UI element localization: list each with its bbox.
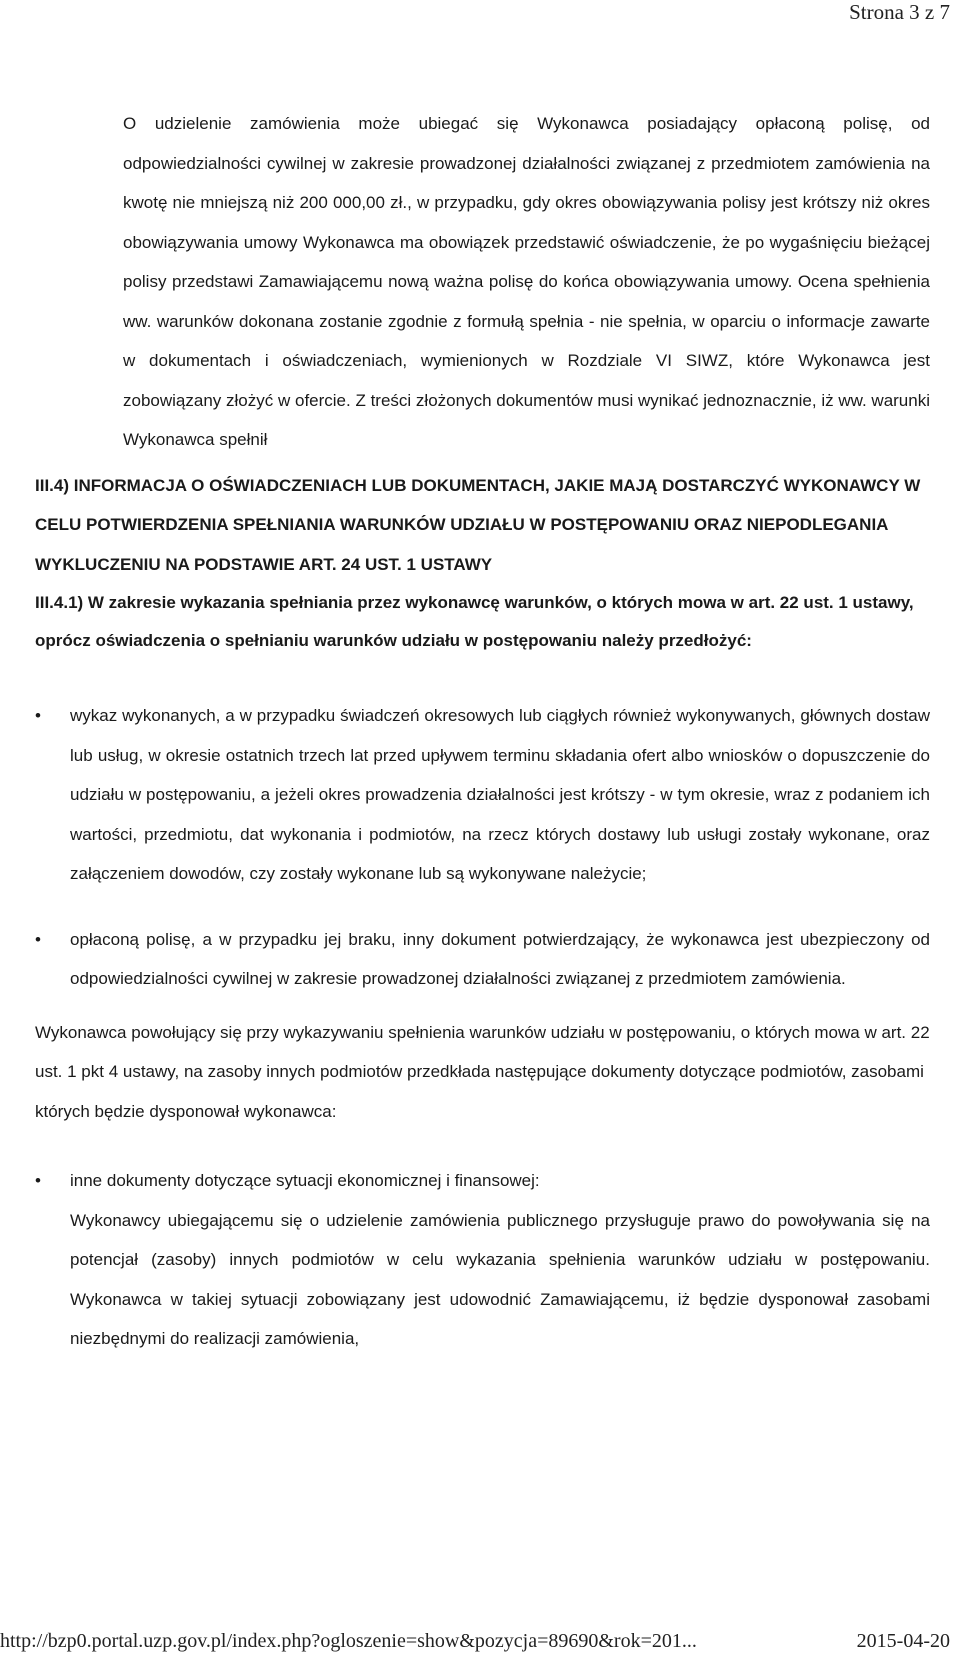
- list-item-body: Wykonawcy ubiegającemu się o udzielenie zamówienia publicznego przysługuje prawo do powoływania się na potencjał (zasoby) innych podmiotów w celu wykazania spełnienia warunków udziału w postępowaniu. Wykonawca w takiej sytuacji zobowiązany jest udowodnić Zamawiającemu, iż będzie dysponował zasobami niezbędnymi do realizacji zamówienia,: [70, 1210, 930, 1348]
- subsection-heading: III.4.1) W zakresie wykazania spełniania przez wykonawcę warunków, o których mowa w art. 22 ust. 1 ustawy, oprócz oświadczenia o spełnianiu warunków udziału w postępowaniu należy przedłożyć:: [35, 593, 914, 650]
- footer-date: 2015-04-20: [856, 1630, 950, 1652]
- page-footer: [0, 1630, 950, 1653]
- section-heading: III.4) INFORMACJA O OŚWIADCZENIACH LUB DOKUMENTACH, JAKIE MAJĄ DOSTARCZYĆ WYKONAWCY W CELU POTWIERDZENIA SPEŁNIANIA WARUNKÓW UDZIAŁU W POSTĘPOWANIU ORAZ NIEPODLEGANIA WYKLUCZENIU NA PODSTAWIE ART. 24 UST. 1 USTAWY: [35, 475, 921, 574]
- list-item: • opłaconą polisę, a w przypadku jej braku, inny dokument potwierdzający, że wykonawca jest ubezpieczony od odpowiedzialności cywilnej w zakresie prowadzonej działalności związanej z przedmiotem zamówienia.: [35, 920, 930, 999]
- resources-list: [35, 1161, 930, 1359]
- document-body: [35, 104, 930, 1359]
- intro-paragraph: O udzielenie zamówienia może ubiegać się Wykonawca posiadający opłaconą polisę, od odpowiedzialności cywilnej w zakresie prowadzonej działalności związanej z przedmiotem zamówienia na kwotę nie mniejszą niż 200 000,00 zł., w przypadku, gdy okres obowiązywania polisy jest krótszy niż okres obowiązywania umowy Wykonawca ma obowiązek przedstawić oświadczenie, że po wygaśnięciu bieżącej polisy przedstawi Zamawiającemu nową ważna polisę do końca obowiązywania umowy. Ocena spełnienia ww. warunków dokonana zostanie zgodnie z formułą spełnia - nie spełnia, w oparciu o informacje zawarte w dokumentach i oświadczeniach, wymienionych w Rozdziale VI SIWZ, które Wykonawca jest zobowiązany złożyć w ofercie. Z treści złożonych dokumentów musi wynikać jednoznacznie, iż ww. warunki Wykonawca spełnił: [123, 114, 930, 449]
- list-item: [35, 1161, 930, 1359]
- resources-paragraph: Wykonawca powołujący się przy wykazywaniu spełnienia warunków udziału w postępowaniu, o których mowa w art. 22 ust. 1 pkt 4 ustawy, na zasoby innych podmiotów przedkłada następujące dokumenty dotyczące podmiotów, zasobami których będzie dysponował wykonawca:: [35, 1022, 930, 1121]
- page-number-label: Strona 3 z 7: [849, 0, 950, 24]
- footer-url: http://bzp0.portal.uzp.gov.pl/index.php?ogloszenie=show&pozycja=89690&rok=201...: [0, 1630, 697, 1652]
- list-item-title: • inne dokumenty dotyczące sytuacji ekonomicznej i finansowej:: [70, 1171, 540, 1190]
- list-item: • wykaz wykonanych, a w przypadku świadczeń okresowych lub ciągłych również wykonywanych, głównych dostaw lub usług, w okresie ostatnich trzech lat przed upływem terminu składania ofert albo wniosków o dopuszczenie do udziału w postępowaniu, a jeżeli okres prowadzenia działalności jest krótszy - w tym okresie, wraz z podaniem ich wartości, przedmiotu, dat wykonania i podmiotów, na rzecz których dostawy lub usługi zostały wykonane, oraz załączeniem dowodów, czy zostały wykonane lub są wykonywane należycie;: [35, 696, 930, 894]
- requirements-list: [35, 696, 930, 999]
